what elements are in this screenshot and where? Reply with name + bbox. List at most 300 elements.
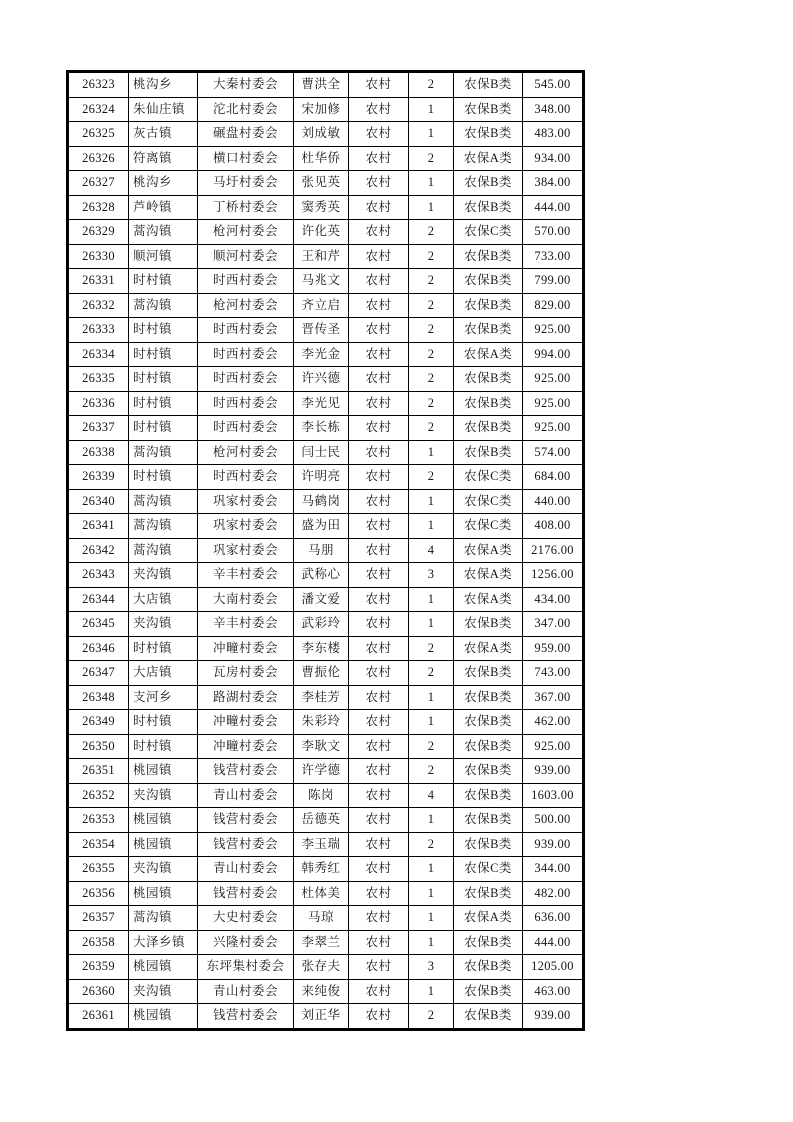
table-cell-town: 桃园镇 [129, 832, 198, 857]
table-cell-insurance-class: 农保B类 [454, 318, 523, 343]
table-cell-person-count: 1 [409, 857, 454, 882]
table-cell-person-name: 盛为田 [294, 514, 349, 539]
table-cell-person-name: 韩秀红 [294, 857, 349, 882]
table-cell-person-name: 李桂芳 [294, 685, 349, 710]
table-row [68, 465, 584, 490]
table-cell-person-name: 齐立启 [294, 293, 349, 318]
table-cell-person-count: 2 [409, 661, 454, 686]
table-cell-town: 夹沟镇 [129, 783, 198, 808]
table-cell-record-id: 26357 [68, 906, 129, 931]
table-cell-amount: 939.00 [523, 759, 584, 784]
table-cell-town: 时村镇 [129, 318, 198, 343]
table-cell-record-id: 26345 [68, 612, 129, 637]
table-cell-town: 桃园镇 [129, 808, 198, 833]
table-cell-person-name: 李翠兰 [294, 930, 349, 955]
table-cell-insurance-class: 农保B类 [454, 416, 523, 441]
table-cell-record-id: 26349 [68, 710, 129, 735]
table-cell-record-id: 26323 [68, 72, 129, 98]
table-cell-town: 时村镇 [129, 269, 198, 294]
table-cell-insurance-class: 农保C类 [454, 514, 523, 539]
table-cell-village-committee: 大秦村委会 [198, 72, 294, 98]
table-cell-amount: 1603.00 [523, 783, 584, 808]
table-cell-person-name: 许化英 [294, 220, 349, 245]
table-cell-area-type: 农村 [349, 293, 409, 318]
table-cell-village-committee: 青山村委会 [198, 783, 294, 808]
table-row [68, 587, 584, 612]
table-cell-area-type: 农村 [349, 318, 409, 343]
table-row [68, 416, 584, 441]
table-cell-amount: 743.00 [523, 661, 584, 686]
table-cell-person-name: 刘成敏 [294, 122, 349, 147]
table-cell-amount: 348.00 [523, 97, 584, 122]
table-cell-person-count: 2 [409, 465, 454, 490]
table-cell-record-id: 26360 [68, 979, 129, 1004]
table-cell-town: 大店镇 [129, 661, 198, 686]
table-cell-village-committee: 巩家村委会 [198, 489, 294, 514]
table-cell-amount: 344.00 [523, 857, 584, 882]
table-row [68, 710, 584, 735]
table-cell-village-committee: 沱北村委会 [198, 97, 294, 122]
table-cell-town: 时村镇 [129, 710, 198, 735]
table-cell-person-count: 2 [409, 146, 454, 171]
table-cell-amount: 925.00 [523, 734, 584, 759]
table-row [68, 612, 584, 637]
records-table-body [68, 72, 584, 1030]
table-cell-person-count: 2 [409, 416, 454, 441]
table-cell-amount: 463.00 [523, 979, 584, 1004]
table-cell-area-type: 农村 [349, 979, 409, 1004]
table-cell-person-count: 1 [409, 489, 454, 514]
table-cell-person-count: 2 [409, 1004, 454, 1030]
table-cell-record-id: 26326 [68, 146, 129, 171]
table-cell-person-name: 宋加修 [294, 97, 349, 122]
table-cell-town: 蒿沟镇 [129, 293, 198, 318]
table-cell-record-id: 26348 [68, 685, 129, 710]
table-cell-village-committee: 大史村委会 [198, 906, 294, 931]
table-row [68, 514, 584, 539]
table-cell-record-id: 26333 [68, 318, 129, 343]
table-cell-person-count: 1 [409, 808, 454, 833]
table-cell-amount: 829.00 [523, 293, 584, 318]
table-cell-amount: 444.00 [523, 930, 584, 955]
table-cell-village-committee: 时西村委会 [198, 318, 294, 343]
table-cell-town: 支河乡 [129, 685, 198, 710]
table-cell-amount: 482.00 [523, 881, 584, 906]
table-cell-town: 时村镇 [129, 391, 198, 416]
table-cell-area-type: 农村 [349, 220, 409, 245]
table-row [68, 832, 584, 857]
table-cell-area-type: 农村 [349, 269, 409, 294]
table-cell-amount: 2176.00 [523, 538, 584, 563]
table-cell-insurance-class: 农保B类 [454, 930, 523, 955]
table-cell-person-count: 1 [409, 587, 454, 612]
table-cell-village-committee: 横口村委会 [198, 146, 294, 171]
table-cell-person-name: 闫士民 [294, 440, 349, 465]
table-cell-village-committee: 巩家村委会 [198, 538, 294, 563]
table-cell-person-count: 3 [409, 955, 454, 980]
table-cell-town: 大泽乡镇 [129, 930, 198, 955]
table-cell-record-id: 26336 [68, 391, 129, 416]
records-table [66, 70, 585, 1031]
table-row [68, 391, 584, 416]
table-cell-town: 蒿沟镇 [129, 220, 198, 245]
table-cell-person-count: 2 [409, 391, 454, 416]
table-cell-town: 夹沟镇 [129, 612, 198, 637]
table-cell-person-count: 2 [409, 342, 454, 367]
table-cell-village-committee: 青山村委会 [198, 857, 294, 882]
table-row [68, 538, 584, 563]
table-cell-area-type: 农村 [349, 808, 409, 833]
table-cell-village-committee: 瓦房村委会 [198, 661, 294, 686]
table-cell-amount: 994.00 [523, 342, 584, 367]
table-cell-record-id: 26331 [68, 269, 129, 294]
table-cell-record-id: 26334 [68, 342, 129, 367]
table-cell-town: 夹沟镇 [129, 857, 198, 882]
table-row [68, 636, 584, 661]
table-cell-area-type: 农村 [349, 244, 409, 269]
table-cell-village-committee: 辛丰村委会 [198, 563, 294, 588]
table-cell-record-id: 26325 [68, 122, 129, 147]
table-cell-record-id: 26351 [68, 759, 129, 784]
table-cell-insurance-class: 农保B类 [454, 881, 523, 906]
table-cell-person-count: 1 [409, 979, 454, 1004]
table-cell-person-name: 潘文爱 [294, 587, 349, 612]
table-cell-amount: 636.00 [523, 906, 584, 931]
table-cell-area-type: 农村 [349, 97, 409, 122]
table-cell-person-name: 许兴德 [294, 367, 349, 392]
table-cell-insurance-class: 农保B类 [454, 661, 523, 686]
table-cell-town: 桃园镇 [129, 1004, 198, 1030]
table-cell-record-id: 26353 [68, 808, 129, 833]
table-cell-insurance-class: 农保B类 [454, 195, 523, 220]
table-cell-village-committee: 钱营村委会 [198, 808, 294, 833]
table-cell-area-type: 农村 [349, 146, 409, 171]
table-cell-person-name: 王和芹 [294, 244, 349, 269]
table-cell-person-name: 杜华侨 [294, 146, 349, 171]
table-cell-person-count: 1 [409, 514, 454, 539]
table-cell-person-count: 2 [409, 759, 454, 784]
table-cell-person-name: 许明亮 [294, 465, 349, 490]
table-cell-village-committee: 路湖村委会 [198, 685, 294, 710]
table-cell-area-type: 农村 [349, 342, 409, 367]
table-cell-amount: 462.00 [523, 710, 584, 735]
table-row [68, 220, 584, 245]
table-cell-amount: 925.00 [523, 367, 584, 392]
table-cell-area-type: 农村 [349, 881, 409, 906]
table-row [68, 759, 584, 784]
table-cell-person-name: 陈岗 [294, 783, 349, 808]
table-cell-record-id: 26343 [68, 563, 129, 588]
table-cell-insurance-class: 农保A类 [454, 636, 523, 661]
table-cell-town: 大店镇 [129, 587, 198, 612]
table-cell-area-type: 农村 [349, 367, 409, 392]
table-cell-amount: 925.00 [523, 391, 584, 416]
table-cell-village-committee: 兴隆村委会 [198, 930, 294, 955]
table-cell-record-id: 26347 [68, 661, 129, 686]
table-cell-amount: 925.00 [523, 318, 584, 343]
table-cell-record-id: 26359 [68, 955, 129, 980]
table-cell-person-count: 2 [409, 293, 454, 318]
table-cell-town: 桃园镇 [129, 881, 198, 906]
table-cell-village-committee: 时西村委会 [198, 269, 294, 294]
table-cell-amount: 444.00 [523, 195, 584, 220]
table-cell-area-type: 农村 [349, 587, 409, 612]
table-cell-insurance-class: 农保B类 [454, 808, 523, 833]
table-cell-record-id: 26324 [68, 97, 129, 122]
table-row [68, 930, 584, 955]
table-cell-insurance-class: 农保B类 [454, 244, 523, 269]
table-cell-person-name: 李长栋 [294, 416, 349, 441]
table-cell-town: 夹沟镇 [129, 563, 198, 588]
table-cell-person-count: 1 [409, 685, 454, 710]
table-cell-person-count: 1 [409, 710, 454, 735]
table-cell-record-id: 26337 [68, 416, 129, 441]
table-cell-insurance-class: 农保B类 [454, 710, 523, 735]
table-cell-village-committee: 枪河村委会 [198, 220, 294, 245]
table-cell-village-committee: 时西村委会 [198, 342, 294, 367]
table-cell-person-count: 1 [409, 97, 454, 122]
table-row [68, 955, 584, 980]
table-cell-amount: 799.00 [523, 269, 584, 294]
table-row [68, 808, 584, 833]
table-cell-person-name: 刘正华 [294, 1004, 349, 1030]
table-cell-insurance-class: 农保B类 [454, 171, 523, 196]
table-cell-record-id: 26332 [68, 293, 129, 318]
table-cell-insurance-class: 农保B类 [454, 783, 523, 808]
table-cell-town: 桃沟乡 [129, 72, 198, 98]
table-cell-person-name: 曹洪全 [294, 72, 349, 98]
table-cell-insurance-class: 农保A类 [454, 587, 523, 612]
table-cell-area-type: 农村 [349, 514, 409, 539]
table-cell-person-name: 李光见 [294, 391, 349, 416]
table-row [68, 342, 584, 367]
table-cell-village-committee: 钱营村委会 [198, 832, 294, 857]
table-cell-person-name: 晋传圣 [294, 318, 349, 343]
table-cell-area-type: 农村 [349, 832, 409, 857]
table-cell-area-type: 农村 [349, 906, 409, 931]
table-cell-amount: 408.00 [523, 514, 584, 539]
table-cell-area-type: 农村 [349, 734, 409, 759]
table-cell-record-id: 26338 [68, 440, 129, 465]
table-cell-person-count: 1 [409, 906, 454, 931]
table-cell-insurance-class: 农保B类 [454, 122, 523, 147]
table-cell-town: 时村镇 [129, 416, 198, 441]
table-cell-person-name: 许学德 [294, 759, 349, 784]
table-cell-record-id: 26330 [68, 244, 129, 269]
table-cell-town: 蒿沟镇 [129, 906, 198, 931]
table-cell-town: 蒿沟镇 [129, 514, 198, 539]
table-row [68, 97, 584, 122]
table-cell-person-name: 窦秀英 [294, 195, 349, 220]
table-cell-amount: 367.00 [523, 685, 584, 710]
table-cell-town: 时村镇 [129, 636, 198, 661]
table-cell-insurance-class: 农保B类 [454, 734, 523, 759]
table-cell-person-count: 3 [409, 563, 454, 588]
table-cell-person-count: 2 [409, 269, 454, 294]
table-cell-village-committee: 马圩村委会 [198, 171, 294, 196]
table-cell-person-name: 张存夫 [294, 955, 349, 980]
table-cell-insurance-class: 农保B类 [454, 391, 523, 416]
table-cell-record-id: 26361 [68, 1004, 129, 1030]
table-cell-person-name: 武称心 [294, 563, 349, 588]
table-cell-town: 符离镇 [129, 146, 198, 171]
table-row [68, 881, 584, 906]
table-cell-person-count: 2 [409, 318, 454, 343]
table-row [68, 367, 584, 392]
table-cell-person-name: 曹振伦 [294, 661, 349, 686]
table-cell-person-count: 1 [409, 195, 454, 220]
table-cell-person-name: 来纯俊 [294, 979, 349, 1004]
table-cell-amount: 959.00 [523, 636, 584, 661]
table-cell-area-type: 农村 [349, 489, 409, 514]
table-cell-village-committee: 时西村委会 [198, 391, 294, 416]
table-cell-insurance-class: 农保A类 [454, 906, 523, 931]
table-cell-record-id: 26356 [68, 881, 129, 906]
table-cell-area-type: 农村 [349, 783, 409, 808]
table-row [68, 440, 584, 465]
table-cell-person-name: 马琼 [294, 906, 349, 931]
table-cell-insurance-class: 农保C类 [454, 465, 523, 490]
table-cell-record-id: 26335 [68, 367, 129, 392]
table-cell-area-type: 农村 [349, 857, 409, 882]
table-cell-amount: 939.00 [523, 1004, 584, 1030]
table-cell-area-type: 农村 [349, 122, 409, 147]
table-cell-record-id: 26344 [68, 587, 129, 612]
table-cell-person-count: 2 [409, 832, 454, 857]
table-cell-amount: 939.00 [523, 832, 584, 857]
table-cell-insurance-class: 农保A类 [454, 563, 523, 588]
table-cell-person-count: 2 [409, 636, 454, 661]
table-row [68, 122, 584, 147]
table-row [68, 661, 584, 686]
table-cell-amount: 1205.00 [523, 955, 584, 980]
table-row [68, 734, 584, 759]
table-row [68, 293, 584, 318]
table-cell-record-id: 26328 [68, 195, 129, 220]
table-cell-insurance-class: 农保B类 [454, 759, 523, 784]
table-cell-area-type: 农村 [349, 612, 409, 637]
table-cell-town: 桃园镇 [129, 759, 198, 784]
table-cell-person-count: 2 [409, 72, 454, 98]
table-cell-insurance-class: 农保B类 [454, 832, 523, 857]
table-cell-area-type: 农村 [349, 1004, 409, 1030]
table-row [68, 906, 584, 931]
table-cell-person-name: 李耿文 [294, 734, 349, 759]
table-cell-person-name: 朱彩玲 [294, 710, 349, 735]
table-cell-insurance-class: 农保B类 [454, 979, 523, 1004]
table-cell-village-committee: 碾盘村委会 [198, 122, 294, 147]
table-cell-village-committee: 钱营村委会 [198, 881, 294, 906]
table-cell-amount: 1256.00 [523, 563, 584, 588]
table-row [68, 269, 584, 294]
table-cell-village-committee: 枪河村委会 [198, 440, 294, 465]
table-cell-town: 时村镇 [129, 465, 198, 490]
table-cell-town: 蒿沟镇 [129, 440, 198, 465]
table-cell-person-count: 1 [409, 930, 454, 955]
table-cell-record-id: 26340 [68, 489, 129, 514]
table-cell-person-name: 张见英 [294, 171, 349, 196]
table-cell-area-type: 农村 [349, 465, 409, 490]
table-cell-area-type: 农村 [349, 195, 409, 220]
table-cell-amount: 545.00 [523, 72, 584, 98]
table-cell-amount: 434.00 [523, 587, 584, 612]
table-cell-insurance-class: 农保B类 [454, 440, 523, 465]
table-cell-amount: 500.00 [523, 808, 584, 833]
table-cell-area-type: 农村 [349, 930, 409, 955]
table-cell-area-type: 农村 [349, 661, 409, 686]
table-cell-insurance-class: 农保B类 [454, 955, 523, 980]
table-row [68, 195, 584, 220]
table-cell-town: 芦岭镇 [129, 195, 198, 220]
table-cell-record-id: 26350 [68, 734, 129, 759]
table-cell-area-type: 农村 [349, 955, 409, 980]
table-cell-amount: 684.00 [523, 465, 584, 490]
table-cell-person-count: 2 [409, 244, 454, 269]
table-row [68, 171, 584, 196]
table-cell-insurance-class: 农保B类 [454, 72, 523, 98]
table-cell-insurance-class: 农保C类 [454, 857, 523, 882]
table-cell-record-id: 26358 [68, 930, 129, 955]
table-cell-town: 桃园镇 [129, 955, 198, 980]
table-cell-village-committee: 冲疃村委会 [198, 734, 294, 759]
table-cell-area-type: 农村 [349, 636, 409, 661]
table-cell-person-count: 2 [409, 220, 454, 245]
table-cell-insurance-class: 农保A类 [454, 342, 523, 367]
table-cell-village-committee: 大南村委会 [198, 587, 294, 612]
table-row [68, 72, 584, 98]
table-cell-person-count: 1 [409, 122, 454, 147]
table-cell-village-committee: 辛丰村委会 [198, 612, 294, 637]
table-cell-town: 顺河镇 [129, 244, 198, 269]
table-cell-area-type: 农村 [349, 391, 409, 416]
table-cell-amount: 925.00 [523, 416, 584, 441]
table-cell-person-count: 1 [409, 171, 454, 196]
table-cell-insurance-class: 农保C类 [454, 220, 523, 245]
table-cell-town: 时村镇 [129, 342, 198, 367]
table-cell-person-name: 李东楼 [294, 636, 349, 661]
table-cell-town: 蒿沟镇 [129, 489, 198, 514]
table-row [68, 783, 584, 808]
table-cell-amount: 384.00 [523, 171, 584, 196]
table-cell-area-type: 农村 [349, 759, 409, 784]
table-cell-record-id: 26346 [68, 636, 129, 661]
table-cell-person-name: 李光金 [294, 342, 349, 367]
table-cell-town: 夹沟镇 [129, 979, 198, 1004]
table-cell-person-name: 杜体美 [294, 881, 349, 906]
table-cell-village-committee: 钱营村委会 [198, 1004, 294, 1030]
table-cell-record-id: 26329 [68, 220, 129, 245]
table-cell-person-name: 李玉瑞 [294, 832, 349, 857]
table-cell-amount: 934.00 [523, 146, 584, 171]
table-cell-insurance-class: 农保A类 [454, 538, 523, 563]
table-cell-area-type: 农村 [349, 72, 409, 98]
table-cell-amount: 574.00 [523, 440, 584, 465]
table-cell-record-id: 26355 [68, 857, 129, 882]
table-cell-village-committee: 青山村委会 [198, 979, 294, 1004]
table-cell-person-name: 马鹤岗 [294, 489, 349, 514]
table-cell-person-count: 1 [409, 612, 454, 637]
table-cell-insurance-class: 农保B类 [454, 685, 523, 710]
table-cell-person-name: 马兆文 [294, 269, 349, 294]
table-row [68, 244, 584, 269]
table-cell-record-id: 26341 [68, 514, 129, 539]
table-cell-village-committee: 枪河村委会 [198, 293, 294, 318]
table-cell-insurance-class: 农保B类 [454, 269, 523, 294]
table-cell-town: 时村镇 [129, 367, 198, 392]
table-cell-person-count: 1 [409, 881, 454, 906]
table-cell-town: 时村镇 [129, 734, 198, 759]
table-cell-area-type: 农村 [349, 440, 409, 465]
